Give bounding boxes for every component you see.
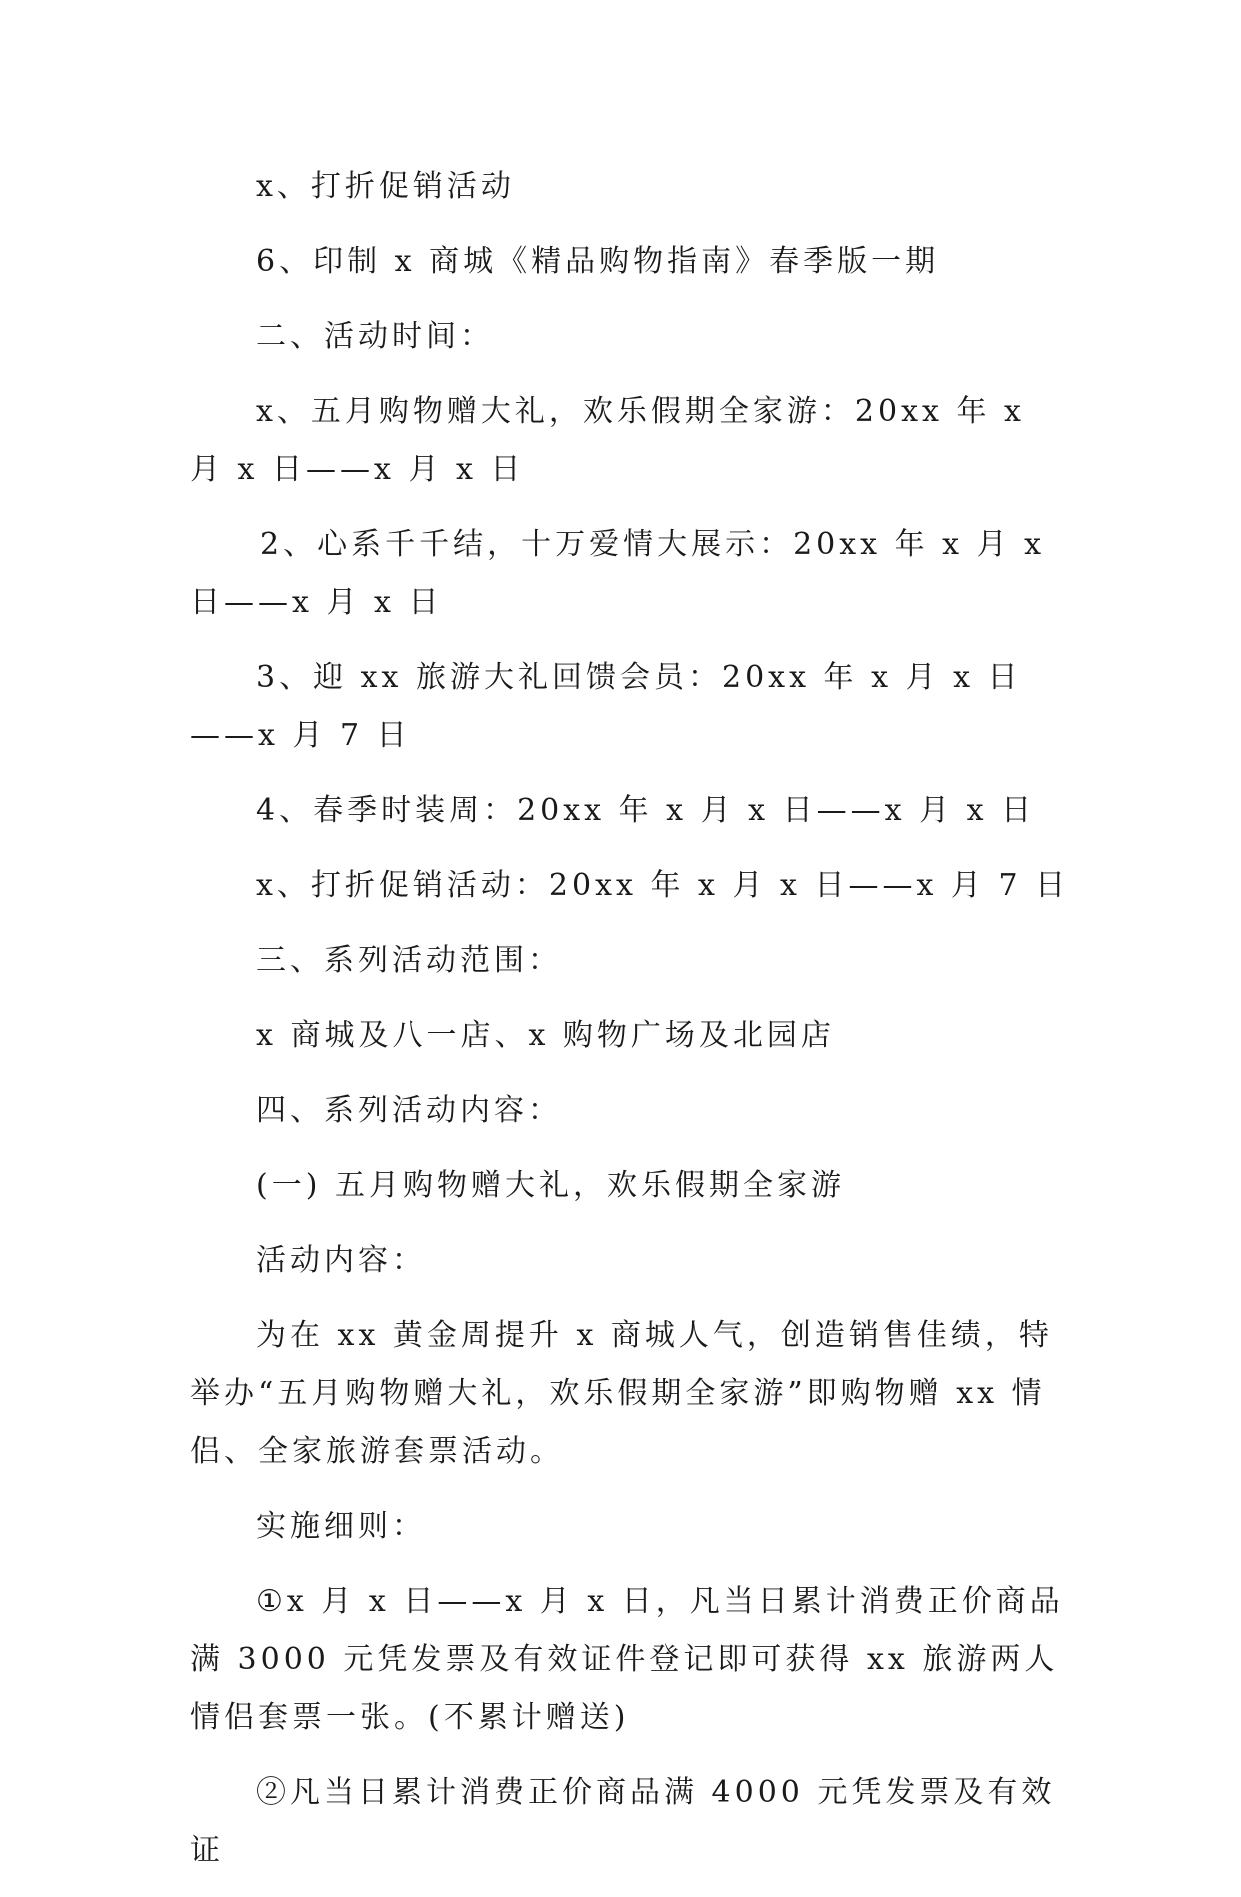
paragraph-discount-item: x、打折促销活动	[256, 169, 515, 204]
paragraph-activity-description: 为在 xx 黄金周提升 x 商城人气，创造销售佳绩，特举办“五月购物赠大礼，欢乐假期全家游”即购物赠 xx 情侣、全家旅游套票活动。	[190, 1318, 1053, 1469]
paragraph-rule-1: ①x 月 x 日——x 月 x 日，凡当日累计消费正价商品满 3000 元凭发票及有效证件登记即可获得 xx 旅游两人情侣套票一张。(不累计赠送)	[190, 1584, 1064, 1735]
label-implementation-rules: 实施细则：	[256, 1509, 426, 1544]
document-body	[190, 158, 1070, 1897]
section-heading-time: 二、活动时间：	[256, 319, 494, 354]
paragraph-time-2: 2、心系千千结，十万爱情大展示：20xx 年 x 月 x 日——x 月 x 日	[190, 527, 1046, 620]
paragraph-time-4: 4、春季时装周：20xx 年 x 月 x 日——x 月 x 日	[256, 793, 1036, 828]
section-heading-scope: 三、系列活动范围：	[256, 943, 562, 978]
paragraph-rule-2: ②凡当日累计消费正价商品满 4000 元凭发票及有效证	[190, 1775, 1056, 1868]
paragraph-time-1: x、五月购物赠大礼，欢乐假期全家游：20xx 年 x 月 x 日——x 月 x 日	[190, 394, 1025, 487]
paragraph-scope: x 商城及八一店、x 购物广场及北园店	[256, 1018, 835, 1053]
paragraph-time-5: x、打折促销活动：20xx 年 x 月 x 日——x 月 7 日	[256, 868, 1070, 903]
label-activity-content: 活动内容：	[256, 1243, 426, 1278]
paragraph-shopping-guide: 6、印制 x 商城《精品购物指南》春季版一期	[256, 244, 940, 279]
section-heading-content: 四、系列活动内容：	[256, 1093, 562, 1128]
subsection-heading-1: (一) 五月购物赠大礼，欢乐假期全家游	[256, 1168, 845, 1203]
paragraph-time-3: 3、迎 xx 旅游大礼回馈会员：20xx 年 x 月 x 日——x 月 7 日	[190, 660, 1022, 753]
